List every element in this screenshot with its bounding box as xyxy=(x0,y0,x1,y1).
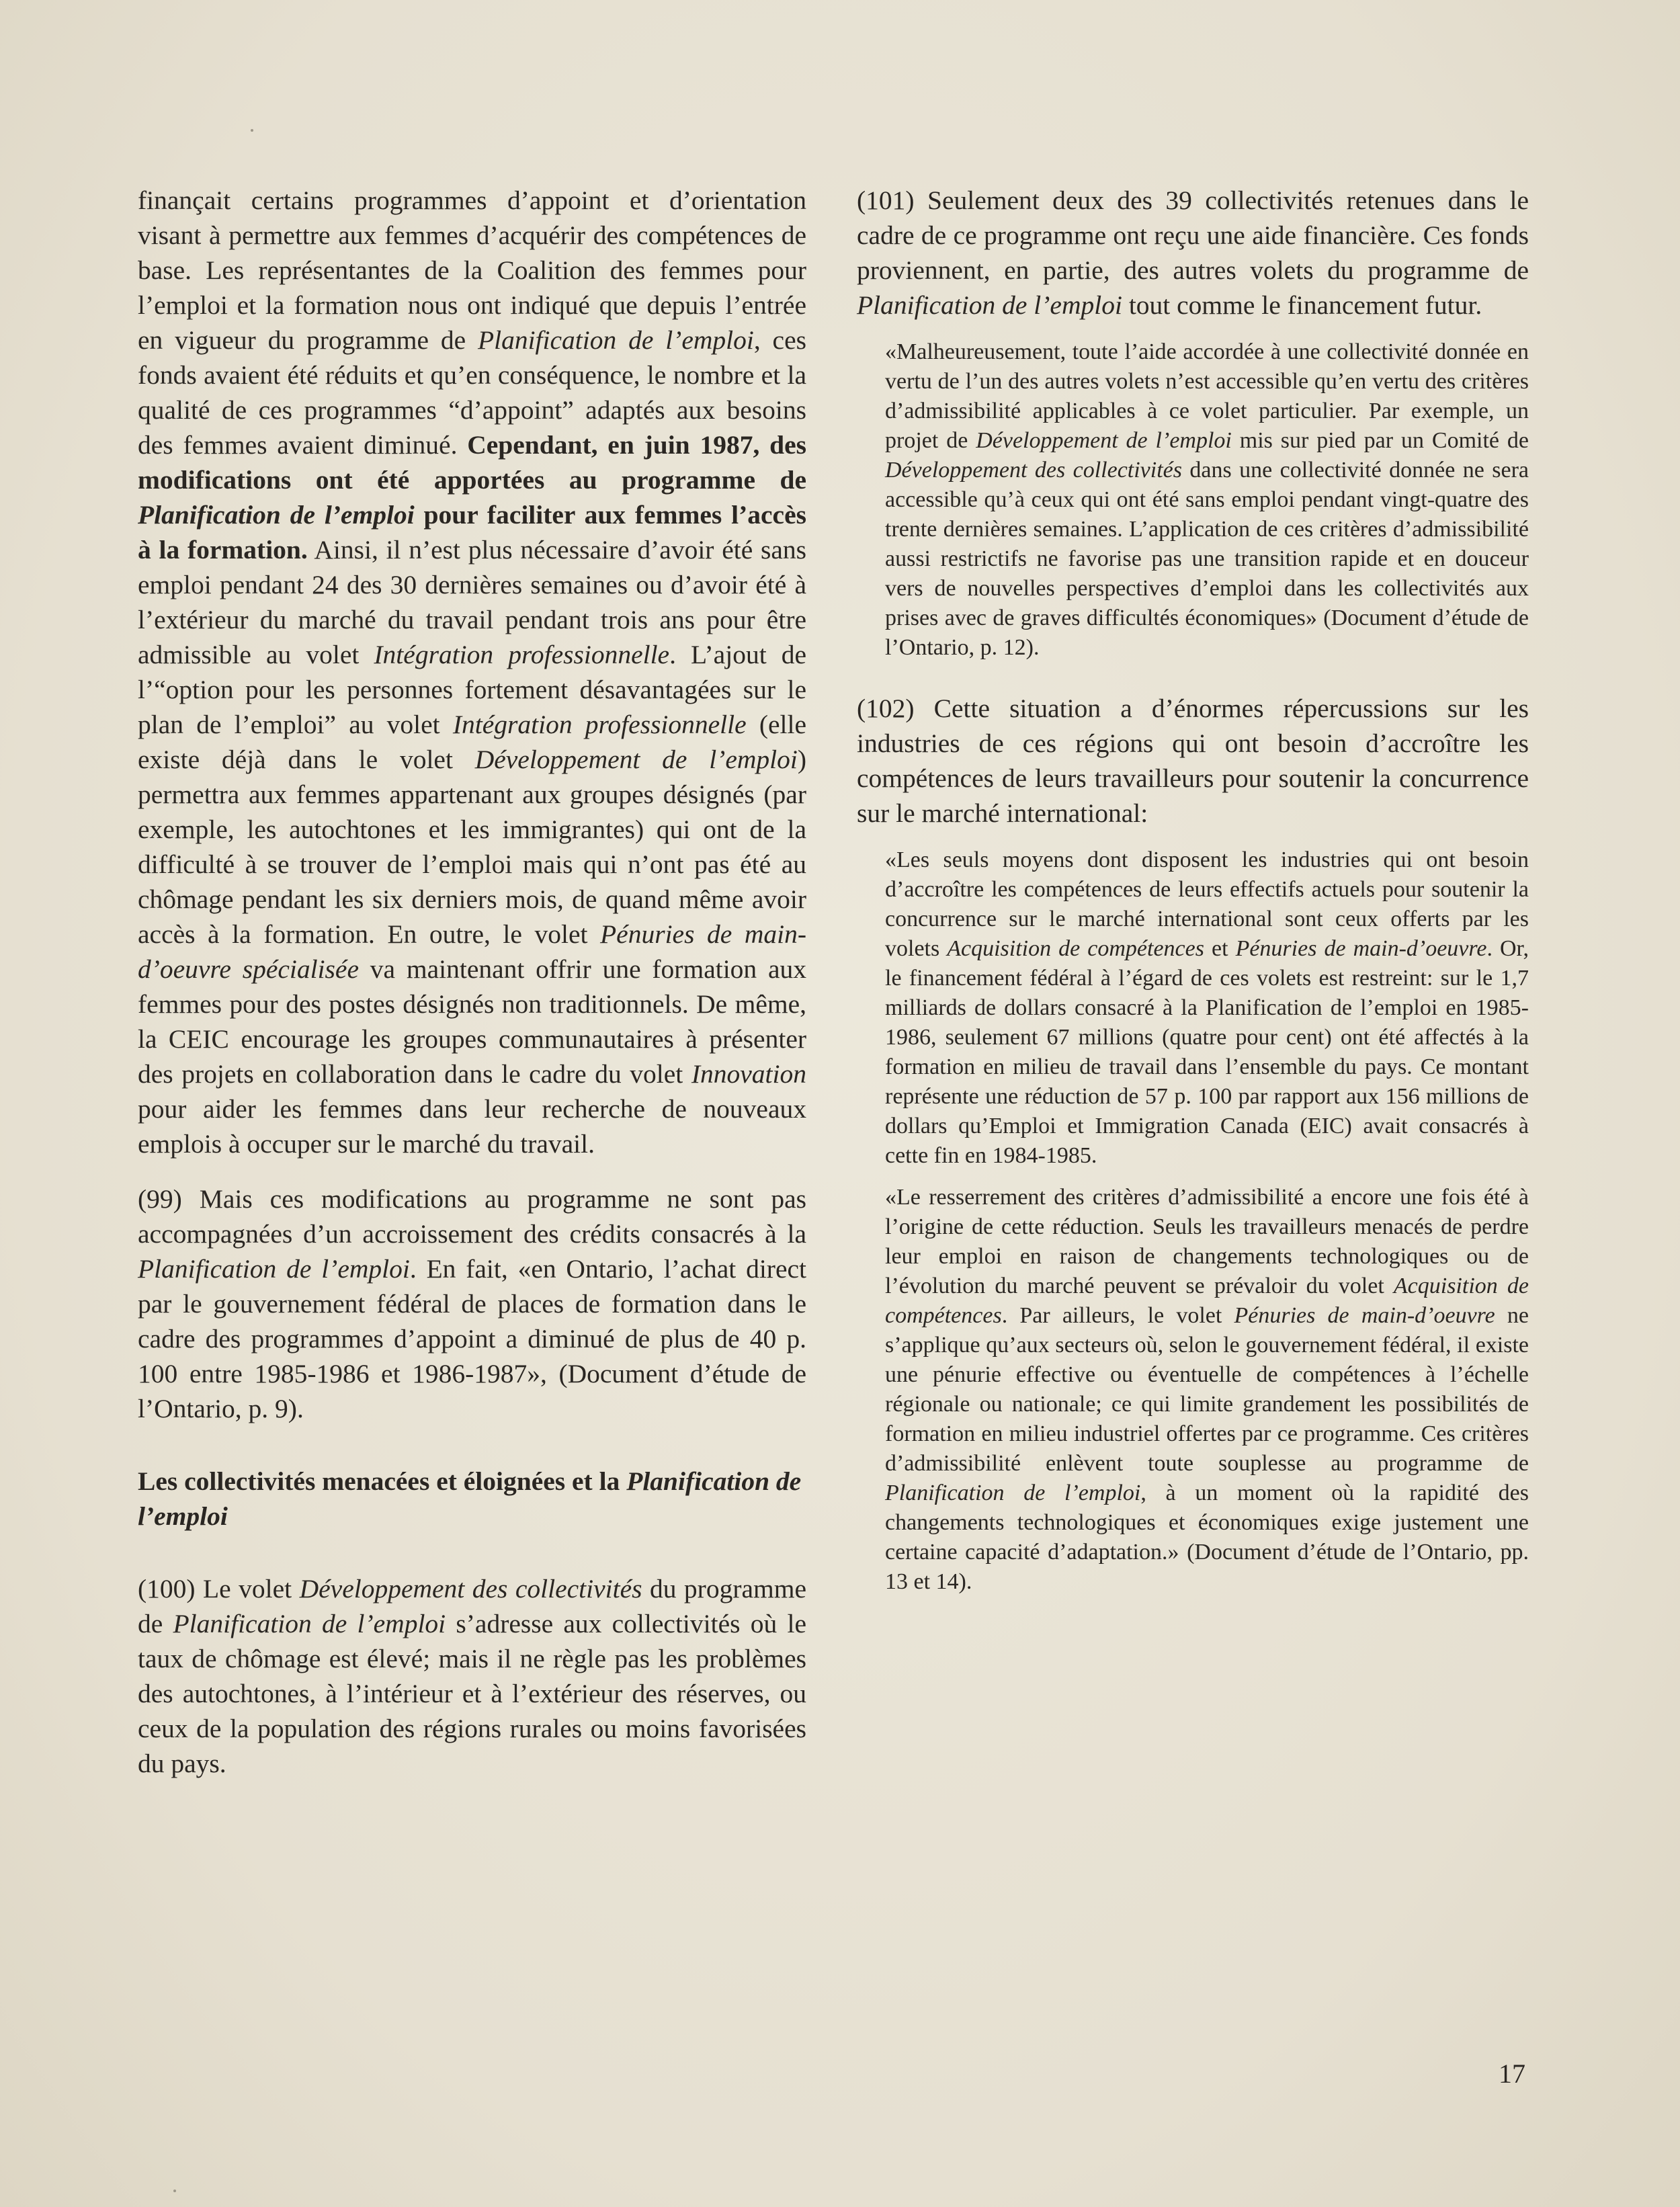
paragraph-100: (100) Le volet Développement des collectivités du programme de Planification de l’emploi s’adresse aux collectivités où le taux de chômage est élevé; mais il ne règle pas les problèmes des autochtones, à l’intérieur et à l’extérieur des réserves, ou ceux de la population des régions rurales ou moins favorisées du pays. xyxy=(138,1574,806,1778)
paragraph-102: (102) Cette situation a d’énormes répercussions sur les industries de ces régions qui ont besoin d’accroître les compétences de leurs travailleurs pour soutenir la concurrence sur le marché international: xyxy=(857,694,1529,828)
paragraph-101: (101) Seulement deux des 39 collectivités retenues dans le cadre de ce programme ont reçu une aide financière. Ces fonds proviennent, en partie, des autres volets du programme de Planification de l’emploi tout comme le financement futur. xyxy=(857,185,1529,320)
paragraph-98-continued: finançait certains programmes d’appoint et d’orientation visant à permettre aux femmes d’acquérir des compétences de base. Les représentantes de la Coalition des femmes pour l’emploi et la formation nous ont indiqué que depuis l’entrée en vigueur du programme de Planification de l’emploi, ces fonds avaient été réduits et qu’en conséquence, le nombre et la qualité de ces programmes “d’appoint” adaptés aux besoins des femmes avaient diminué. Cependant, en juin 1987, des modifications ont été apportées au programme de Planification de l’emploi pour faciliter aux femmes l’accès à la formation. Ainsi, il n’est plus nécessaire d’avoir été sans emploi pendant 24 des 30 dernières semaines ou d’avoir été à l’extérieur du marché du travail pendant trois ans pour être admissible au volet Intégration professionnelle. L’ajout de l’“option pour les personnes fortement désavantagées sur le plan de l’emploi” au volet Intégration professionnelle (elle existe déjà dans le volet Développement de l’emploi) permettra aux femmes appartenant aux groupes désignés (par exemple, les autochtones et les immigrantes) qui ont de la difficulté à se trouver de l’emploi mais qui n’ont pas été au chômage pendant les six derniers mois, de quand même avoir accès à la formation. En outre, le volet Pénuries de main-d’oeuvre spécialisée va maintenant offrir une formation aux femmes pour des postes désignés non traditionnels. De même, la CEIC encourage les groupes communautaires à présenter des projets en collaboration dans le cadre du volet Innovation pour aider les femmes dans leur recherche de nouveaux emplois à occuper sur le marché du travail. xyxy=(138,185,807,1159)
right-column xyxy=(857,183,1529,1597)
scan-speck xyxy=(173,2190,176,2192)
block-quote-1: «Malheureusement, toute l’aide accordée à une collectivité donnée en vertu de l’un des autres volets n’est accessible qu’en vertu des critères d’admissibilité applicables à ce volet particulier. Par exemple, un projet de Développement de l’emploi mis sur pied par un Comité de Développement des collectivités dans une collectivité donnée ne sera accessible qu’à ceux qui ont été sans emploi pendant vingt-quatre des trente dernières semaines. L’application de ces critères d’admissibilité aussi restrictifs ne favorise pas une transition rapide et en douceur vers de nouvelles perspectives d’emploi dans les collectivités aux prises avec de graves difficultés économiques» (Document d’étude de l’Ontario, p. 12). xyxy=(885,339,1529,660)
left-column xyxy=(138,183,806,1781)
block-quote-3: «Le resserrement des critères d’admissibilité a encore une fois été à l’origine de cette réduction. Seuls les travailleurs menacés de perdre leur emploi en raison de changements technologiques ou de l’évolution du marché peuvent se prévaloir du volet Acquisition de compétences. Par ailleurs, le volet Pénuries de main-d’oeuvre ne s’applique qu’aux secteurs où, selon le gouvernement fédéral, il existe une pénurie effective ou éventuelle de compétences à l’échelle régionale ou nationale; ce qui limite grandement les possibilités de formation en milieu industriel offertes par ce programme. Ces critères d’admissibilité enlèvent toute souplesse au programme de Planification de l’emploi, à un moment où la rapidité des changements technologiques et économiques exige justement une certaine capacité d’adaptation.» (Document d’étude de l’Ontario, pp. 13 et 14). xyxy=(885,1185,1529,1594)
paragraph-99: (99) Mais ces modifications au programme ne sont pas accompagnées d’un accroissement des crédits consacrés à la Planification de l’emploi. En fait, «en Ontario, l’achat direct par le gouvernement fédéral de places de formation dans le cadre des programmes d’appoint a diminué de plus de 40 p. 100 entre 1985-1986 et 1986-1987», (Document d’étude de l’Ontario, p. 9). xyxy=(138,1184,806,1423)
section-heading: Les collectivités menacées et éloignées et la Planification de l’emploi xyxy=(138,1466,802,1531)
block-quote-2: «Les seuls moyens dont disposent les industries qui ont besoin d’accroître les compétences de leurs effectifs actuels pour soutenir la concurrence sur le marché international sont ceux offerts par les volets Acquisition de compétences et Pénuries de main-d’oeuvre. Or, le financement fédéral à l’égard de ces volets est restreint: sur le 1,7 milliards de dollars consacré à la Planification de l’emploi en 1985-1986, seulement 67 millions (quatre pour cent) ont été affectés à la formation en milieu de travail dans l’ensemble du pays. Ce montant représente une réduction de 57 p. 100 par rapport aux 156 millions de dollars qu’Emploi et Immigration Canada (EIC) avait consacrés à cette fin en 1984-1985. xyxy=(885,847,1529,1168)
page-number: 17 xyxy=(1499,2058,1525,2089)
scan-speck xyxy=(251,129,253,132)
